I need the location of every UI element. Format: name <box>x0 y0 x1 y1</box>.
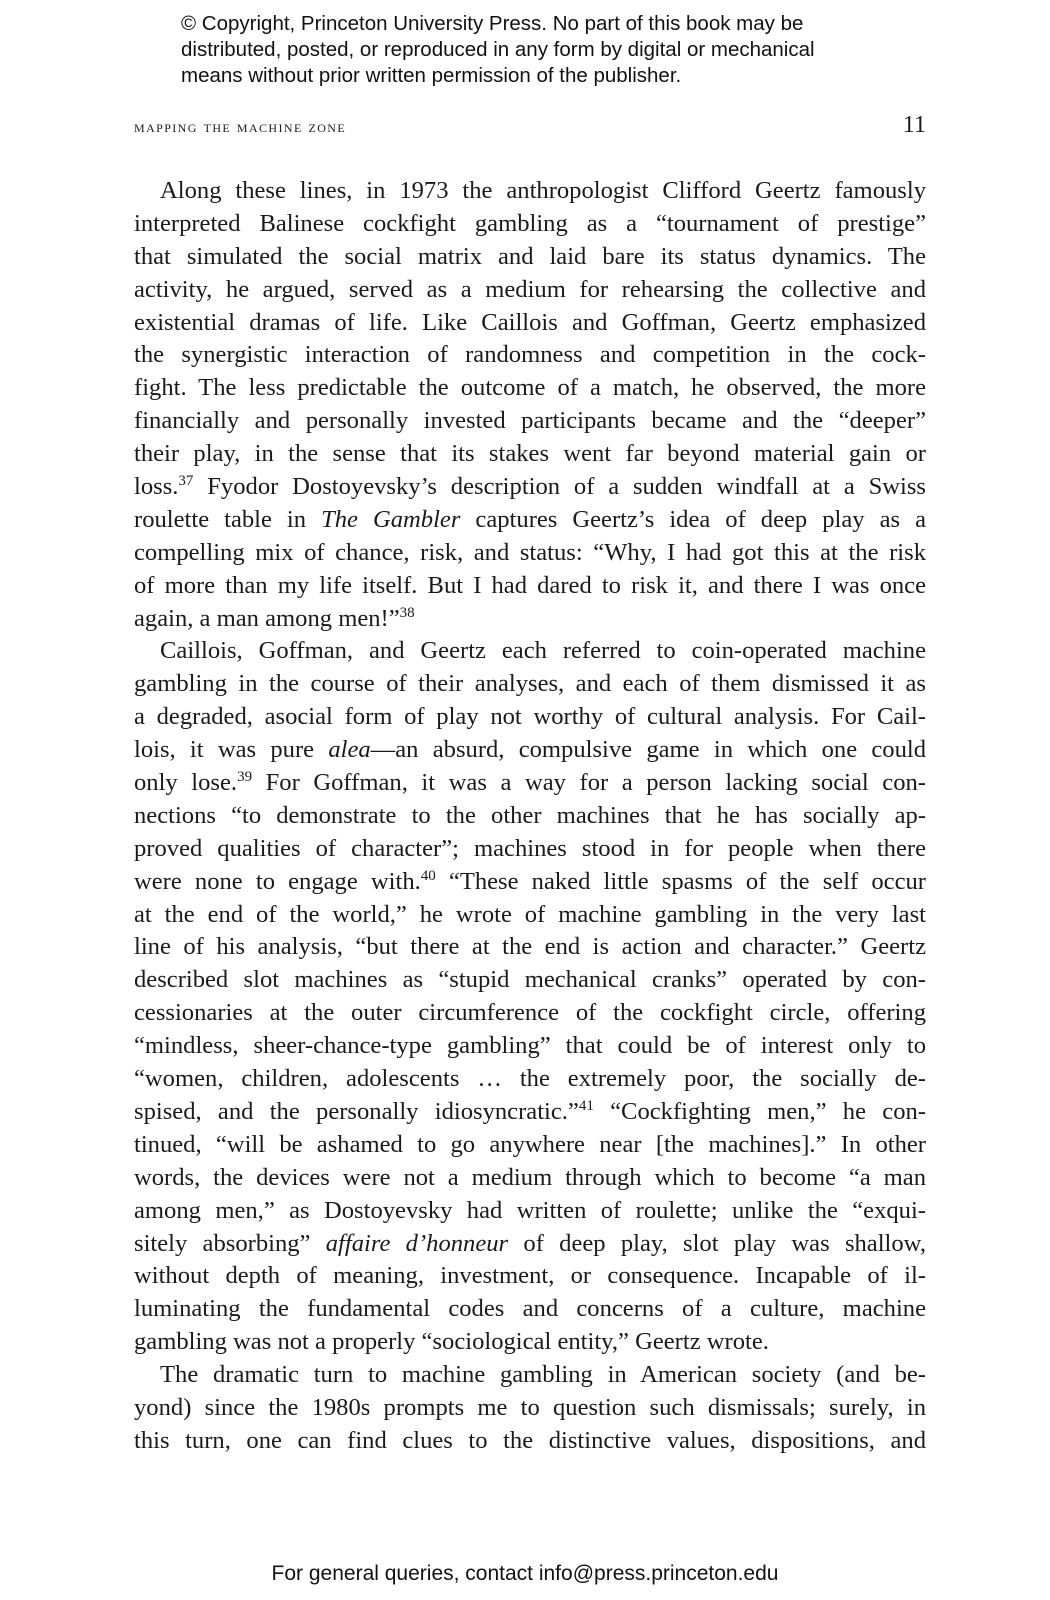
text-line: Caillois, Goffman, and Geertz each referred to coin-operated machine <box>160 637 926 665</box>
running-header <box>134 114 926 144</box>
text-line: again, a man among men!”$^{38}$ <box>134 604 415 632</box>
italic-phrase: affaire d’honneur <box>325 1229 509 1257</box>
text-line: tinued, “will be ashamed to go anywhere near [the machines].” In other <box>134 1130 926 1158</box>
italic-title: The Gambler <box>321 505 461 533</box>
text-line: luminating the fundamental codes and concerns of a culture, machine <box>134 1295 926 1323</box>
text-line: at the end of the world,” he wrote of machine gambling in the very last <box>134 900 926 928</box>
text-line: described slot machines as “stupid mechanical cranks” operated by con- <box>134 966 926 994</box>
text-line: fight. The less predictable the outcome of a match, he observed, the more <box>134 374 926 402</box>
copyright-line: © Copyright, Princeton University Press. No part of this book may be <box>181 12 804 35</box>
page-number: 11 <box>902 112 926 138</box>
text-line: “women, children, adolescents … the extremely poor, the socially de- <box>134 1065 926 1093</box>
text-line: Along these lines, in 1973 the anthropologist Clifford Geertz famously <box>160 177 926 204</box>
text-line: activity, he argued, served as a medium for rehearsing the collective and <box>134 275 926 303</box>
footnote-ref: 40 <box>420 867 436 884</box>
text-line: “mindless, sheer-chance-type gambling” that could be of interest only to <box>134 1032 926 1060</box>
text-line: without depth of meaning, investment, or consequence. Incapable of il- <box>134 1262 926 1290</box>
text-line: among men,” as Dostoyevsky had written of roulette; unlike the “exqui- <box>134 1196 926 1224</box>
text-line: loss.$^{37}$ Fyodor Dostoyevsky’s description of a sudden windfall at a Swiss <box>134 473 926 501</box>
text-line: only lose.$^{39}$ For Goffman, it was a way for a person lacking social con- <box>134 769 926 797</box>
text-line: interpreted Balinese cockfight gambling as a “tournament of prestige” <box>134 209 926 237</box>
italic-term: alea <box>328 736 371 764</box>
copyright-line: distributed, posted, or reproduced in any form by digital or mechanical <box>181 38 815 61</box>
text-line: this turn, one can find clues to the distinctive values, dispositions, and <box>134 1426 926 1454</box>
text-line: line of his analysis, “but there at the end is action and character.” Geertz <box>134 933 926 961</box>
text-line: existential dramas of life. Like Caillois and Goffman, Geertz emphasized <box>134 308 926 336</box>
text-line: proved qualities of character”; machines stood in for people when there <box>134 834 926 862</box>
footer-contact: For general queries, contact info@press.princeton.edu <box>271 1562 779 1585</box>
text-line: words, the devices were not a medium through which to become “a man <box>134 1163 926 1191</box>
footnote-ref: 39 <box>237 769 253 786</box>
text-line: cessionaries at the outer circumference of the cockfight circle, offering <box>134 999 926 1027</box>
text-line: gambling in the course of their analyses, and each of them dismissed it as <box>134 670 926 698</box>
text-line: of more than my life itself. But I had dared to risk it, and there I was once <box>134 571 926 599</box>
copyright-notice <box>181 11 941 89</box>
text-line: compelling mix of chance, risk, and status: “Why, I had got this at the risk <box>134 538 926 566</box>
running-title: mapping the machine zone <box>134 116 347 136</box>
footnote-ref: 38 <box>399 604 415 621</box>
text-line: spised, and the personally idiosyncratic.”$^{41}$ “Cockfighting men,” he con- <box>134 1097 926 1125</box>
text-line: yond) since the 1980s prompts me to question such dismissals; surely, in <box>134 1393 926 1421</box>
text-line: lois, it was pure alea—an absurd, compulsive game in which one could <box>134 736 927 764</box>
text-line: roulette table in The Gambler captures Geertz’s idea of deep play as a <box>134 505 926 533</box>
copyright-line: means without prior written permission of the publisher. <box>181 64 682 87</box>
footnote-ref: 41 <box>578 1097 594 1114</box>
text-line: the synergistic interaction of randomness and competition in the cock- <box>134 341 926 369</box>
text-line: gambling was not a properly “sociological entity,” Geertz wrote. <box>134 1328 769 1356</box>
text-line: financially and personally invested participants became and the “deeper” <box>134 407 926 435</box>
text-line: The dramatic turn to machine gambling in American society (and be- <box>160 1361 926 1389</box>
text-line: a degraded, asocial form of play not worthy of cultural analysis. For Cail- <box>134 703 926 731</box>
text-line: nections “to demonstrate to the other machines that he has socially ap- <box>134 801 926 829</box>
text-line: their play, in the sense that its stakes went far beyond material gain or <box>134 440 926 468</box>
text-line: were none to engage with.$^{40}$ “These naked little spasms of the self occur <box>134 867 926 895</box>
body-text <box>134 175 926 1458</box>
footnote-ref: 37 <box>178 473 194 490</box>
text-line: sitely absorbing” affaire d’honneur of deep play, slot play was shallow, <box>134 1229 926 1257</box>
text-line: that simulated the social matrix and laid bare its status dynamics. The <box>134 242 926 270</box>
